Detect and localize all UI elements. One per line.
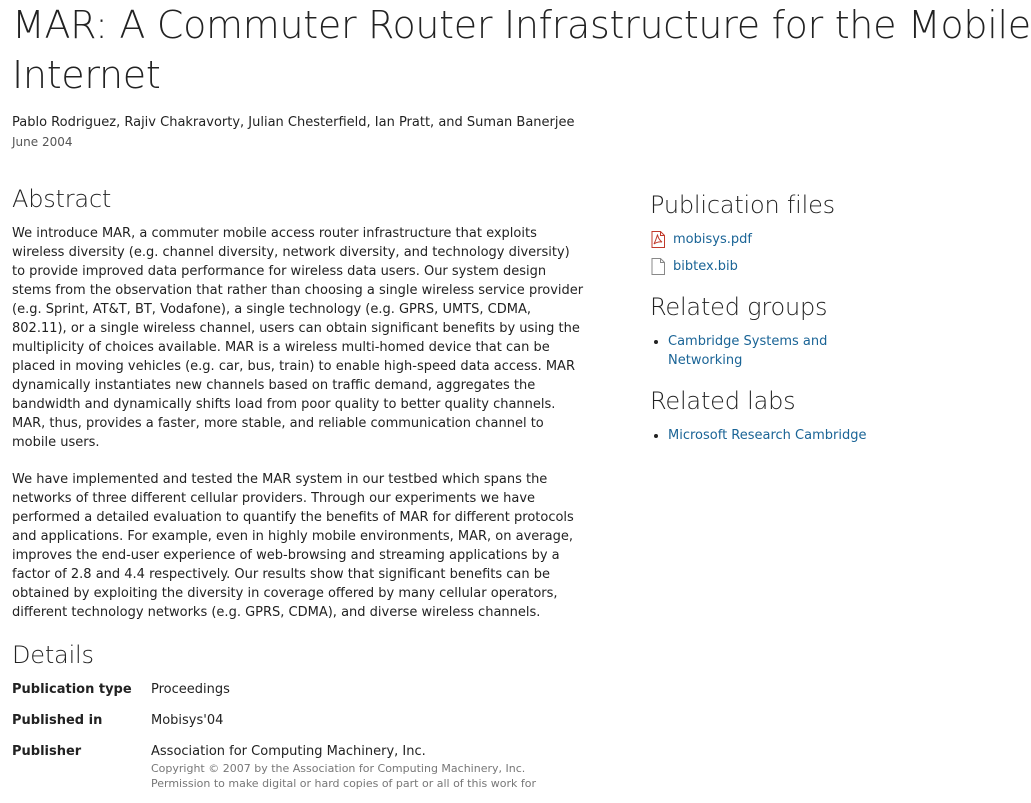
- file-link-bib[interactable]: [650, 257, 900, 276]
- list-item: [668, 332, 900, 370]
- file-link-pdf[interactable]: [650, 230, 900, 249]
- publication-files-heading: Publication files: [650, 191, 835, 219]
- publisher-name: Association for Computing Machinery, Inc.: [151, 744, 426, 759]
- authors: Pablo Rodriguez, Rajiv Chakravorty, Julian Chesterfield, Ian Pratt, and Suman Banerjee: [12, 115, 575, 130]
- related-group-link[interactable]: Cambridge Systems and Networking: [668, 334, 828, 368]
- related-groups-list: [650, 332, 900, 370]
- detail-value-publisher: [151, 742, 536, 791]
- details-heading: Details: [12, 641, 94, 669]
- document-file-icon: [650, 258, 666, 275]
- title-line-2: Internet: [12, 53, 161, 97]
- pdf-file-link[interactable]: mobisys.pdf: [673, 232, 752, 247]
- main-content: [12, 184, 584, 803]
- publication-date: June 2004: [12, 135, 73, 149]
- page-title: [12, 0, 1031, 100]
- detail-key: Publication type: [12, 682, 132, 697]
- detail-row-publication-type: [12, 680, 584, 699]
- copyright-line-1: Copyright © 2007 by the Association for Computing Machinery, Inc.: [151, 762, 526, 775]
- abstract-paragraph-2: We have implemented and tested the MAR system in our testbed which spans the networks of three different cellular providers. Through our experiments we have performed a detailed evaluation to quantify the benefits of MAR for different protocols and applications. For example, even in highly mobile environments, MAR, on average, improves the end-user experience of web-browsing and streaming applications by a factor of 2.8 and 4.4 respectively. Our results show that significant benefits can be obtained by exploiting the diversity in coverage offered by many cellular operators, different technology networks (e.g. GPRS, CDMA), and diverse wireless channels.: [12, 472, 574, 620]
- abstract-paragraph-1: We introduce MAR, a commuter mobile access router infrastructure that exploits wireless diversity (e.g. channel diversity, network diversity, and technology diversity) to provide improved data performance for wireless data users. Our system design stems from the observation that rather than choosing a single wireless service provider (e.g. Sprint, AT&T, BT, Vodafone), a single technology (e.g. GPRS, UMTS, CDMA, 802.11), or a single wireless channel, users can obtain significant benefits by using the multiplicity of choices available. MAR is a wireless multi-homed device that can be placed in moving vehicles (e.g. car, bus, train) to enable high-speed data access. MAR dynamically instantiates new channels based on traffic demand, aggregates the bandwidth and dynamically shifts load from poor quality to better quality channels. MAR, thus, provides a faster, more stable, and reliable communication channel to mobile users.: [12, 226, 584, 450]
- detail-key: Published in: [12, 713, 103, 728]
- related-labs-heading: Related labs: [650, 387, 796, 415]
- detail-row-published-in: [12, 711, 584, 730]
- related-labs-list: [650, 426, 900, 445]
- detail-value: Mobisys'04: [151, 713, 224, 728]
- title-line-1: MAR: A Commuter Router Infrastructure for the Mobile: [12, 3, 1031, 47]
- detail-row-publisher: [12, 742, 584, 791]
- sidebar: [650, 190, 900, 445]
- copyright-line-2: Permission to make digital or hard copies of part or all of this work for: [151, 777, 536, 790]
- list-item: [668, 426, 900, 445]
- bib-file-link[interactable]: bibtex.bib: [673, 259, 738, 274]
- related-groups-heading: Related groups: [650, 293, 828, 321]
- related-lab-link[interactable]: Microsoft Research Cambridge: [668, 428, 867, 443]
- detail-value: Proceedings: [151, 682, 230, 697]
- abstract-heading: Abstract: [12, 185, 112, 213]
- detail-key: Publisher: [12, 744, 82, 759]
- pdf-file-icon: [650, 231, 666, 248]
